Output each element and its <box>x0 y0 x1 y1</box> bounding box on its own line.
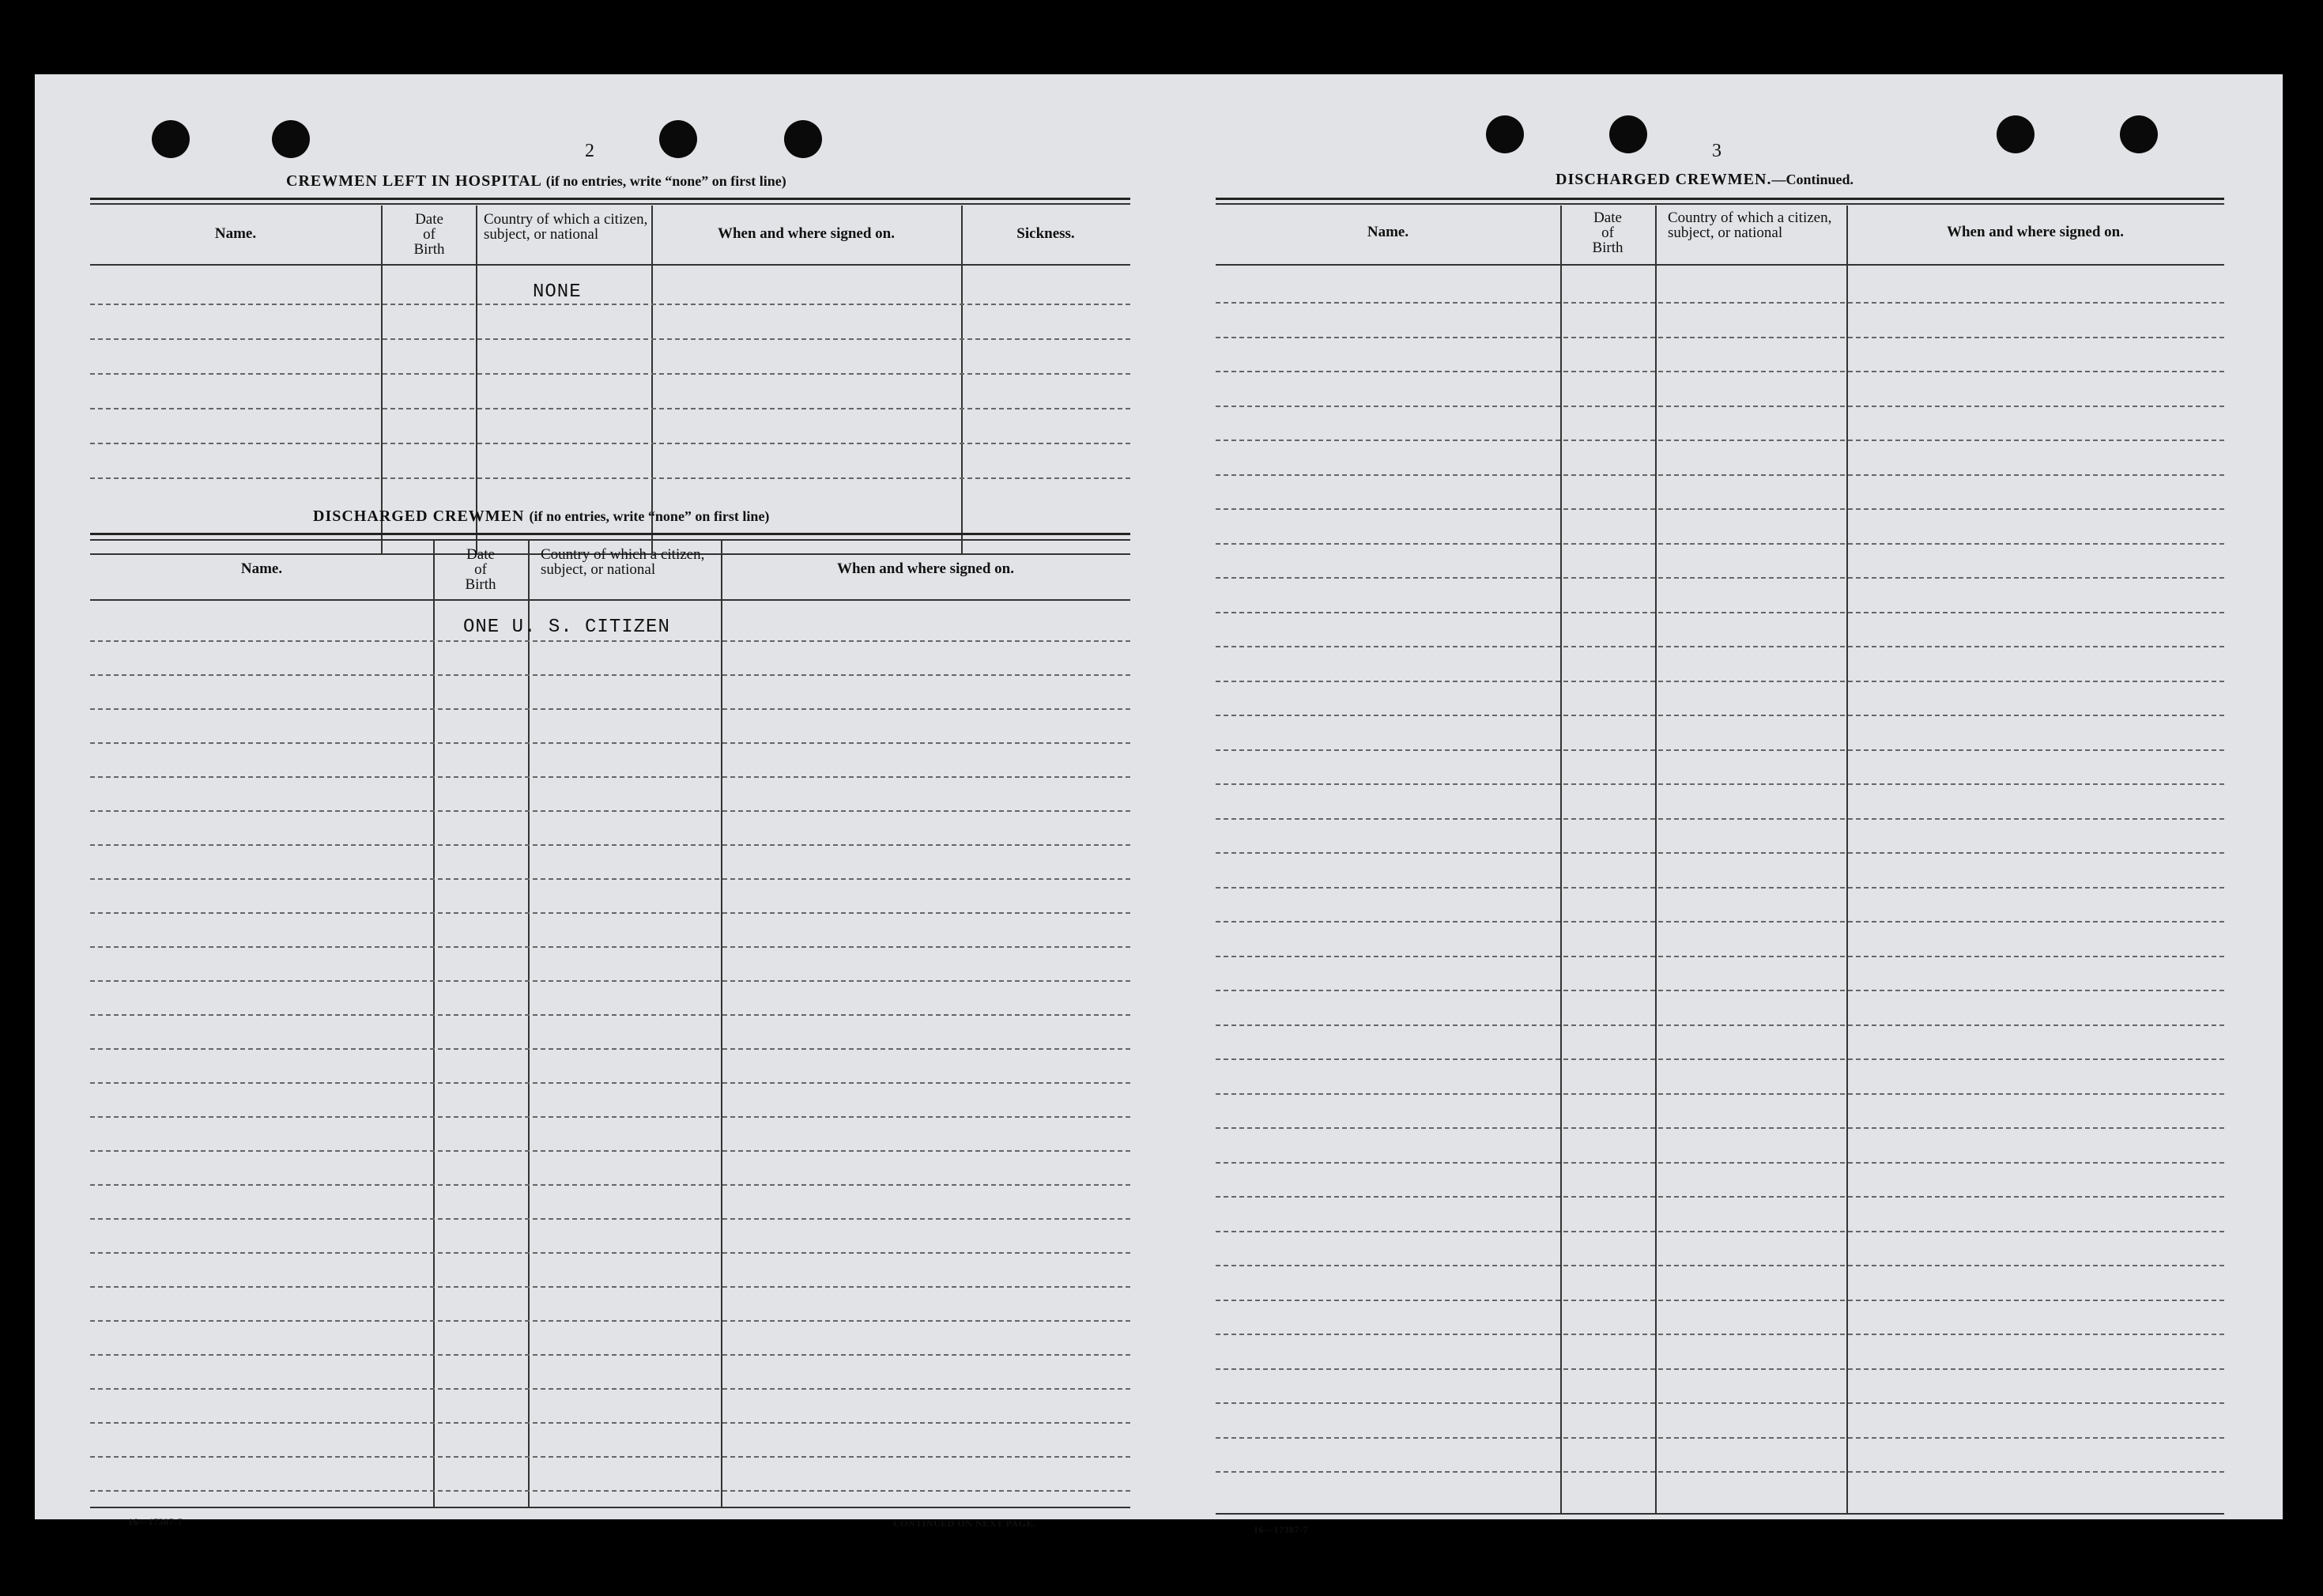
form-number: 16—17387-7 <box>128 1516 183 1527</box>
form-line <box>1216 1231 2224 1232</box>
col-divider <box>1655 206 1657 1513</box>
discharged-header-rule <box>90 599 1130 601</box>
discharged-subtitle-text: (if no entries, write “none” on first line) <box>529 508 770 524</box>
form-line <box>1216 921 2224 923</box>
discharged-col-dob: Date of Birth <box>465 546 496 593</box>
form-line <box>1216 474 2224 476</box>
form-line <box>1216 1024 2224 1026</box>
form-line <box>1216 887 2224 889</box>
hospital-col-signed: When and where signed on. <box>717 225 895 242</box>
col-divider <box>381 206 383 555</box>
form-line <box>90 878 1130 880</box>
form-line <box>1216 543 2224 545</box>
form-line <box>1216 612 2224 613</box>
discharged-entry: ONE U. S. CITIZEN <box>463 617 670 638</box>
form-line <box>1216 1093 2224 1095</box>
right-title-text: DISCHARGED CREWMEN. <box>1556 171 1772 188</box>
hospital-header-rule <box>90 264 1130 266</box>
form-line <box>90 338 1130 340</box>
right-col-name: Name. <box>1367 224 1409 240</box>
form-line <box>1216 371 2224 372</box>
form-line <box>90 1422 1130 1424</box>
form-line <box>1216 337 2224 338</box>
form-line <box>1216 783 2224 785</box>
col-divider <box>651 206 653 555</box>
form-line <box>1216 1437 2224 1439</box>
form-line <box>1216 1162 2224 1164</box>
punch-hole <box>272 120 310 158</box>
page-number: 2 <box>585 141 594 161</box>
punch-hole <box>784 120 822 158</box>
right-title-suffix: —Continued. <box>1771 172 1853 187</box>
form-number: 16—17387-7 <box>1254 1524 1308 1535</box>
form-line <box>1216 1471 2224 1473</box>
form-line <box>90 1048 1130 1050</box>
col-divider <box>433 541 435 1507</box>
hospital-subtitle-text: (if no entries, write “none” on first line) <box>545 173 786 189</box>
page-number: 3 <box>1712 141 1722 161</box>
form-line <box>1216 406 2224 407</box>
form-line <box>1216 1127 2224 1129</box>
col-divider <box>476 206 477 555</box>
form-line <box>1216 1058 2224 1060</box>
punch-hole <box>1997 115 2035 153</box>
form-line <box>90 1150 1130 1152</box>
right-top-rule-2 <box>1216 203 2224 205</box>
right-page <box>1154 74 2283 1535</box>
form-line <box>1216 749 2224 751</box>
hospital-top-rule-2 <box>90 203 1130 205</box>
form-line <box>1216 681 2224 682</box>
hospital-col-sickness: Sickness. <box>1016 225 1075 242</box>
discharged-col-name: Name. <box>240 560 283 577</box>
form-line <box>90 844 1130 846</box>
form-line <box>90 708 1130 710</box>
form-line <box>90 304 1130 305</box>
right-col-country: Country of which a citizen, subject, or national <box>1668 209 1832 241</box>
col-divider <box>721 541 722 1507</box>
form-line <box>90 1082 1130 1084</box>
form-line <box>90 1218 1130 1220</box>
form-line <box>90 1354 1130 1356</box>
form-line <box>1216 956 2224 957</box>
form-line <box>90 912 1130 914</box>
right-top-rule <box>1216 198 2224 200</box>
hospital-top-rule <box>90 198 1130 200</box>
form-line <box>1216 646 2224 647</box>
hospital-col-name: Name. <box>214 225 257 242</box>
col-divider <box>1846 206 1848 1513</box>
form-line <box>90 980 1130 982</box>
hospital-col-country: Country of which a citizen, subject, or national <box>484 211 648 243</box>
form-line <box>90 1116 1130 1118</box>
discharged-col-signed: When and where signed on. <box>836 560 1014 577</box>
form-line <box>90 776 1130 778</box>
form-line <box>1216 1196 2224 1198</box>
form-line <box>90 1286 1130 1288</box>
form-line <box>1216 577 2224 579</box>
form-line <box>1216 440 2224 441</box>
discharged-col-country: Country of which a citizen, subject, or national <box>541 546 705 578</box>
hospital-col-dob: Date of Birth <box>413 211 445 258</box>
form-line <box>1216 990 2224 991</box>
discharged-section-title <box>313 507 769 526</box>
discharged-top-rule-2 <box>90 539 1130 541</box>
form-line <box>1216 1265 2224 1266</box>
discharged-top-rule <box>90 533 1130 535</box>
form-line <box>1216 852 2224 854</box>
form-line <box>90 373 1130 375</box>
form-line <box>90 1320 1130 1322</box>
form-line <box>1216 1402 2224 1404</box>
form-line <box>1216 302 2224 304</box>
right-col-signed: When and where signed on. <box>1946 224 2124 240</box>
hospital-title-text: CREWMEN LEFT IN HOSPITAL <box>286 172 541 190</box>
left-page <box>35 74 1154 1529</box>
punch-hole <box>1486 115 1524 153</box>
punch-hole <box>2120 115 2158 153</box>
hospital-entry: NONE <box>533 281 582 303</box>
col-divider <box>961 206 963 555</box>
right-bottom-rule <box>1216 1513 2224 1515</box>
form-line <box>1216 818 2224 820</box>
hospital-section-title <box>286 172 786 191</box>
form-line <box>90 1184 1130 1186</box>
continued-note: CONTINUED ON NEXT PAGE. <box>893 1518 1036 1529</box>
punch-hole <box>1609 115 1647 153</box>
form-line <box>90 443 1130 444</box>
form-line <box>90 810 1130 812</box>
col-divider <box>1560 206 1562 1513</box>
form-line <box>90 1490 1130 1492</box>
right-section-title <box>1556 171 1853 189</box>
form-line <box>90 1252 1130 1254</box>
form-line <box>90 946 1130 948</box>
punch-hole <box>152 120 190 158</box>
form-line <box>90 640 1130 642</box>
form-line <box>1216 1300 2224 1301</box>
form-line <box>90 674 1130 676</box>
form-line <box>1216 715 2224 716</box>
form-line <box>1216 1368 2224 1370</box>
form-line <box>1216 1334 2224 1335</box>
form-line <box>90 1388 1130 1390</box>
col-divider <box>528 541 530 1507</box>
discharged-bottom-rule <box>90 1507 1130 1508</box>
punch-hole <box>659 120 697 158</box>
form-line <box>90 742 1130 744</box>
form-line <box>1216 508 2224 510</box>
form-line <box>90 477 1130 479</box>
form-line <box>90 1014 1130 1016</box>
form-line <box>90 1456 1130 1458</box>
right-header-rule <box>1216 264 2224 266</box>
right-col-dob: Date of Birth <box>1592 209 1623 256</box>
form-line <box>90 408 1130 409</box>
discharged-title-text: DISCHARGED CREWMEN <box>313 507 525 525</box>
